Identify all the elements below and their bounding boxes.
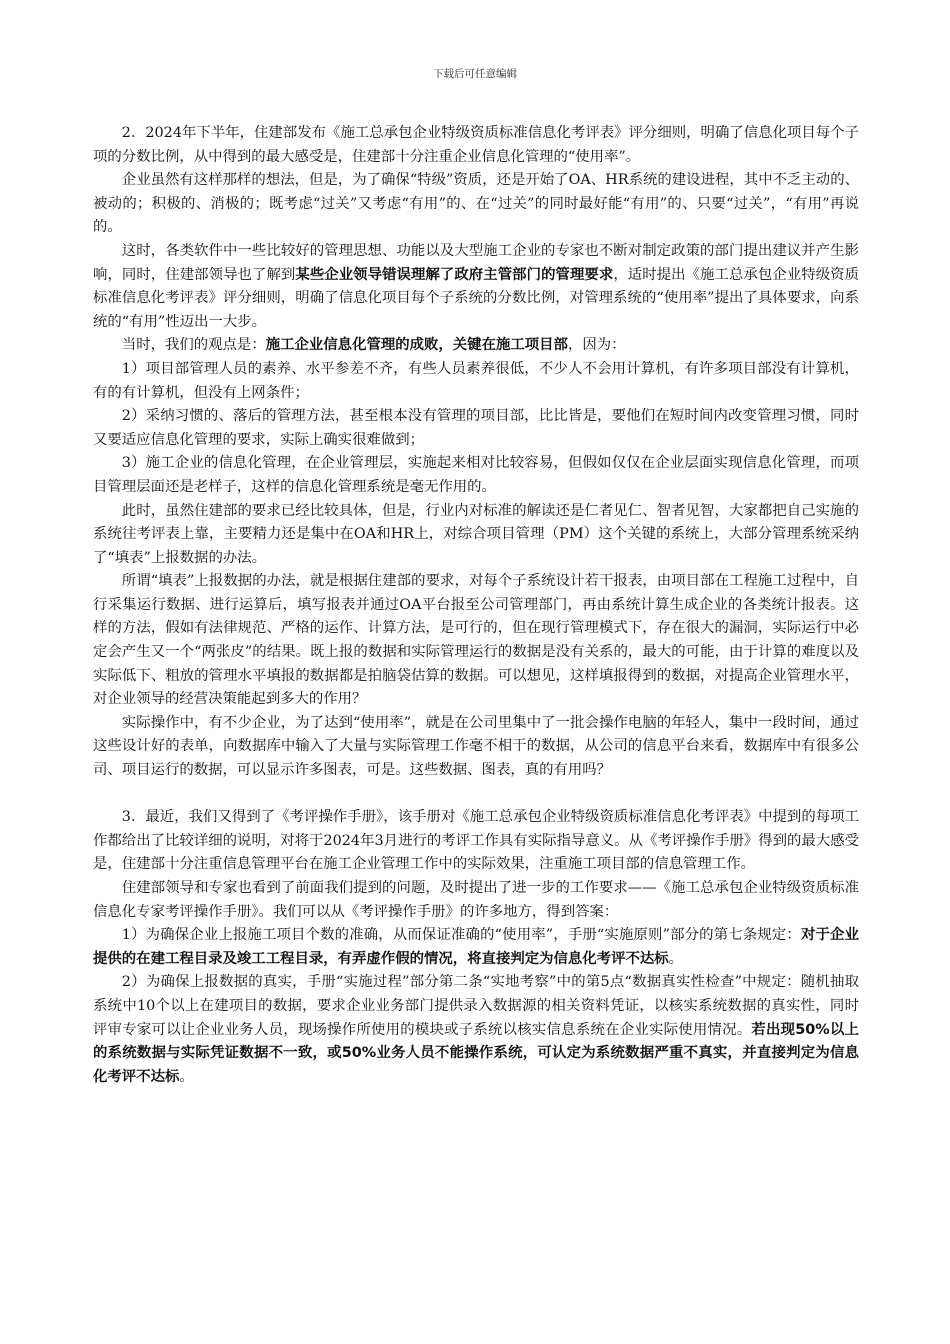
paragraph-p7 xyxy=(93,452,859,499)
body-text: 企业虽然有这样那样的想法，但是，为了确保“特级”资质，还是开始了OA、HR系统的建设进程，其中不乏主动的、被动的；积极的、消极的；既考虑“过关”又考虑“有用”的、在“过关”的同时最好能“有用”的、只要“过关”，“有用”再说的。 xyxy=(93,172,859,236)
paragraph-p14 xyxy=(93,971,859,1089)
paragraph-p13 xyxy=(93,924,859,971)
body-text: 住建部领导和专家也看到了前面我们提到的问题，及时提出了进一步的工作要求——《施工总承包企业特级资质标准信息化专家考评操作手册》。我们可以从《考评操作手册》的许多地方，得到答案： xyxy=(93,880,859,920)
paragraph-p8 xyxy=(93,500,859,571)
paragraph-p12 xyxy=(93,877,859,924)
body-text: 1）为确保企业上报施工项目个数的准确，从而保证准确的“使用率”，手册“实施原则”部分的第七条规定： xyxy=(121,927,801,944)
paragraph-p3 xyxy=(93,240,859,334)
paragraph-p6 xyxy=(93,405,859,452)
paragraph-p11 xyxy=(93,806,859,877)
paragraph-p2 xyxy=(93,169,859,240)
body-text: 实际操作中，有不少企业，为了达到“使用率”，就是在公司里集中了一批会操作电脑的年轻人，集中一段时间，通过这些设计好的表单，向数据库中输入了大量与实际管理工作毫不相干的数据，从公司的信息平台来看，数据库中有很多公司、项目运行的数据，可以显示许多图表，可是。这些数据、图表，真的有用吗？ xyxy=(93,714,859,779)
body-text: 3．最近，我们又得到了《考评操作手册》，该手册对《施工总承包企业特级资质标准信息化考评表》中提到的每项工作都给出了比较详细的说明，对将于2024年3月进行的考评工作具有实际指导意义。从《考评操作手册》得到的最大感受是，住建部十分注重信息管理平台在施工企业管理工作中的实际效果，注重施工项目部的信息管理工作。 xyxy=(93,809,859,873)
body-text: 此时，虽然住建部的要求已经比较具体，但是，行业内对标准的解读还是仁者见仁、智者见智，大家都把自己实施的系统往考评表上靠，主要精力还是集中在OA和HR上，对综合项目管理（PM）这个关键的系统上，大部分管理系统采纳了“填表”上报数据的办法。 xyxy=(93,502,859,566)
body-text: 2）为确保上报数据的真实，手册“实施过程”部分第二条“实地考察”中的第5点“数据真实性检查”中规定：随机抽取系统中10个以上在建项目的数据，要求企业业务部门提供录入数据源的相关资料凭证，以核实系统数据的真实性，同时评审专家可以让企业业务人员，现场操作所使用的模块或子系统以核实信息系统在企业实际使用情况。 xyxy=(93,974,859,1038)
paragraph-p1 xyxy=(93,122,859,169)
body-text: 1）项目部管理人员的素养、水平参差不齐，有些人员素养很低，不少人不会用计算机，有许多项目部没有计算机，有的有计算机，但没有上网条件； xyxy=(93,360,859,401)
document-body xyxy=(93,122,859,1089)
body-text: 2．2024年下半年，住建部发布《施工总承包企业特级资质标准信息化考评表》评分细则，明确了信息化项目每个子项的分数比例，从中得到的最大感受是，住建部十分注重企业信息化管理的“使用率”。 xyxy=(93,125,859,165)
paragraph-p5 xyxy=(93,358,859,405)
body-text: 。 xyxy=(179,1068,194,1085)
emphasis-text: 施工企业信息化管理的成败，关键在施工项目部 xyxy=(265,337,568,354)
emphasis-text: 某些企业领导错误理解了政府主管部门的管理要求 xyxy=(295,266,614,283)
paragraph-p10 xyxy=(93,712,859,783)
body-text: 。 xyxy=(668,950,684,967)
paragraph-p4 xyxy=(93,334,859,358)
body-text: 当时，我们的观点是： xyxy=(121,337,266,354)
body-text: 2）采纳习惯的、落后的管理方法，甚至根本没有管理的项目部，比比皆是，要他们在短时间内改变管理习惯，同时又要适应信息化管理的要求，实际上确实很难做到； xyxy=(93,408,859,448)
emphasis-text: 对于企业提供的在建工程目录及竣工工程目录，有弄虚作假的情况，将直接判定为信息化考评不达标 xyxy=(93,927,859,967)
body-text: 所谓“填表”上报数据的办法，就是根据住建部的要求，对每个子系统设计若干报表，由项目部在工程施工过程中，自行采集运行数据、进行运算后，填写报表并通过OA平台报至公司管理部门，再由系统计算生成企业的各类统计报表。这样的方法，假如有法律规范、严格的运作、计算方法，是可行的，但在现行管理模式下，存在很大的漏洞，实际运行中必定会产生又一个“两张皮”的结果。既上报的数据和实际管理运行的数据是没有关系的，最大的可能，由于计算的难度以及实际低下、粗放的管理水平填报的数据都是拍脑袋估算的数据。可以想见，这样填报得到的数据，对提高企业管理水平，对企业领导的经营决策能起到多大的作用？ xyxy=(93,573,859,708)
body-text: ，因为： xyxy=(567,337,626,354)
body-text: 这时，各类软件中一些比较好的管理思想、功能以及大型施工企业的专家也不断对制定政策的部门提出建议并产生影响，同时，住建部领导也了解到 xyxy=(93,242,859,283)
emphasis-text: 若出现50%以上的系统数据与实际凭证数据不一致，或50%业务人员不能操作系统，可认定为系统数据严重不真实，并直接判定为信息化考评不达标 xyxy=(93,1021,859,1085)
page-header: 下载后可任意编辑 xyxy=(433,68,517,80)
body-text: ，适时提出《施工总承包企业特级资质标准信息化考评表》评分细则，明确了信息化项目每个子系统的分数比例，对管理系统的“使用率”提出了具体要求，向系统的“有用”性迈出一大步。 xyxy=(93,266,859,330)
body-text: 3）施工企业的信息化管理，在企业管理层，实施起来相对比较容易，但假如仅仅在企业层面实现信息化管理，而项目管理层面还是老样子，这样的信息化管理系统是毫无作用的。 xyxy=(93,455,859,495)
paragraph-p9 xyxy=(93,570,859,712)
